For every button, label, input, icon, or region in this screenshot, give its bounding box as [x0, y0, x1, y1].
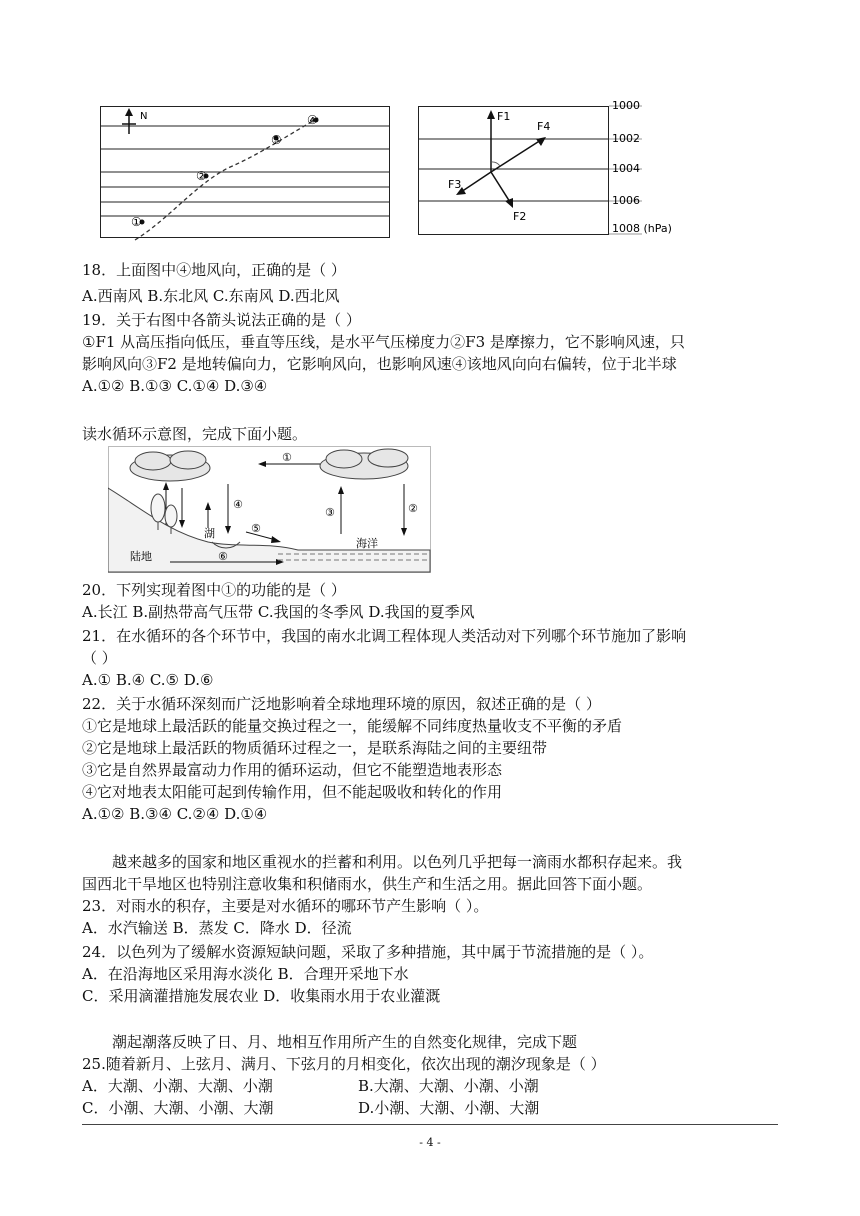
- isobar-1004: 1004: [612, 162, 640, 175]
- q18-options: A.西南风 B.东北风 C.东南风 D.西北风: [82, 287, 340, 305]
- q23-options: A．水汽输送 B．蒸发 C．降水 D．径流: [82, 919, 352, 937]
- q24-options-cd: C．采用滴灌措施发展农业 D．收集雨水用于农业灌溉: [82, 987, 441, 1005]
- q21-stem-cont: （ ）: [82, 649, 117, 667]
- point-3-label: ③: [271, 133, 282, 147]
- force-f4-label: F4: [537, 120, 551, 133]
- q22-options: A.①② B.③④ C.②④ D.①④: [82, 805, 268, 823]
- q19-stem: 19．关于右图中各箭头说法正确的是（ ）: [82, 311, 361, 329]
- point-2-label: ②: [196, 169, 207, 183]
- cloud-left-icon: [130, 451, 210, 481]
- q20-stem: 20．下列实现着图中①的功能的是（ ）: [82, 581, 346, 599]
- force-f3-label: F3: [448, 178, 462, 191]
- cycle-arrow-6-label: ⑥: [218, 550, 228, 563]
- q25-option-b: B.大潮、大潮、小潮、小潮: [358, 1077, 539, 1095]
- isobar-1006: 1006: [612, 194, 640, 207]
- isobar-1008: 1008 (hPa): [612, 222, 672, 235]
- cycle-arrow-2-label: ②: [408, 502, 418, 515]
- ocean-label: 海洋: [356, 537, 378, 550]
- cycle-arrow-1-label: ①: [282, 451, 292, 464]
- q18-stem: 18．上面图中④地风向，正确的是（ ）: [82, 261, 346, 279]
- q22-statement-4: ④它对地表太阳能可起到传输作用，但不能起吸收和转化的作用: [82, 783, 503, 801]
- q24-stem: 24．以色列为了缓解水资源短缺问题，采取了多种措施，其中属于节流措施的是（ ）。: [82, 943, 654, 961]
- water-cycle-figure: [108, 446, 432, 574]
- q25-option-c: C．小潮、大潮、小潮、大潮: [82, 1099, 274, 1117]
- cycle-arrow-3-label: ③: [325, 506, 335, 519]
- cloud-right-icon: [320, 449, 408, 479]
- q19-statement-2: 影响风向③F2 是地转偏向力，它影响风向，也影响风速④该地风向向右偏转，位于北半球: [82, 355, 677, 373]
- q22-statement-3: ③它是自然界最富动力作用的循环运动，但它不能塑造地表形态: [82, 761, 503, 779]
- q25-stem: 25.随着新月、上弦月、满月、下弦月的月相变化，依次出现的潮汐现象是（ ）: [82, 1055, 606, 1073]
- passage-tides: 潮起潮落反映了日、月、地相互作用所产生的自然变化规律，完成下题: [112, 1033, 578, 1051]
- isobar-1002: 1002: [612, 132, 640, 145]
- q19-statement-1: ①F1 从高压指向低压，垂直等压线，是水平气压梯度力②F3 是摩擦力，它不影响风速，只: [82, 333, 685, 351]
- q22-stem: 22．关于水循环深刻而广泛地影响着全球地理环境的原因，叙述正确的是（ ）: [82, 695, 601, 713]
- q25-option-d: D.小潮、大潮、小潮、大潮: [358, 1099, 540, 1117]
- cycle-arrow-4-label: ④: [233, 498, 243, 511]
- q24-options-ab: A．在沿海地区采用海水淡化 B．合理开采地下水: [82, 965, 409, 983]
- q22-statement-2: ②它是地球上最活跃的物质循环过程之一，是联系海陆之间的主要纽带: [82, 739, 548, 757]
- page-number: - 4 -: [419, 1136, 441, 1149]
- q21-stem: 21．在水循环的各个环节中，我国的南水北调工程体现人类活动对下列哪个环节施加了影响: [82, 627, 687, 645]
- q20-options: A.长江 B.副热带高气压带 C.我国的冬季风 D.我国的夏季风: [82, 603, 475, 621]
- passage-water-storage-2: 国西北干旱地区也特别注意收集和积储雨水，供生产和生活之用。据此回答下面小题。: [82, 875, 653, 893]
- land-label: 陆地: [130, 550, 152, 563]
- water-cycle-intro: 读水循环示意图，完成下面小题。: [82, 425, 308, 443]
- q21-options: A.① B.④ C.⑤ D.⑥: [82, 671, 214, 689]
- north-arrow-icon: [122, 108, 136, 134]
- force-f1-label: F1: [497, 110, 511, 123]
- left-wind-figure: [100, 100, 392, 242]
- point-4-label: ④: [307, 113, 318, 127]
- point-1-label: ①: [131, 215, 142, 229]
- isobar-1000: 1000: [612, 99, 640, 112]
- q25-option-a: A．大潮、小潮、大潮、小潮: [82, 1077, 273, 1095]
- lake-label: 湖: [204, 527, 215, 540]
- q22-statement-1: ①它是地球上最活跃的能量交换过程之一，能缓解不同纬度热量收支不平衡的矛盾: [82, 717, 623, 735]
- passage-water-storage-1: 越来越多的国家和地区重视水的拦蓄和利用。以色列几乎把每一滴雨水都积存起来。我: [112, 853, 683, 871]
- right-force-figure: [416, 98, 716, 242]
- force-f2-label: F2: [513, 210, 527, 223]
- cycle-arrow-5-label: ⑤: [251, 522, 261, 535]
- north-label: N: [140, 111, 148, 122]
- q19-options: A.①② B.①③ C.①④ D.③④: [82, 377, 268, 395]
- q23-stem: 23．对雨水的积存，主要是对水循环的哪环节产生影响（ ）。: [82, 897, 489, 915]
- footer-rule: [82, 1124, 778, 1125]
